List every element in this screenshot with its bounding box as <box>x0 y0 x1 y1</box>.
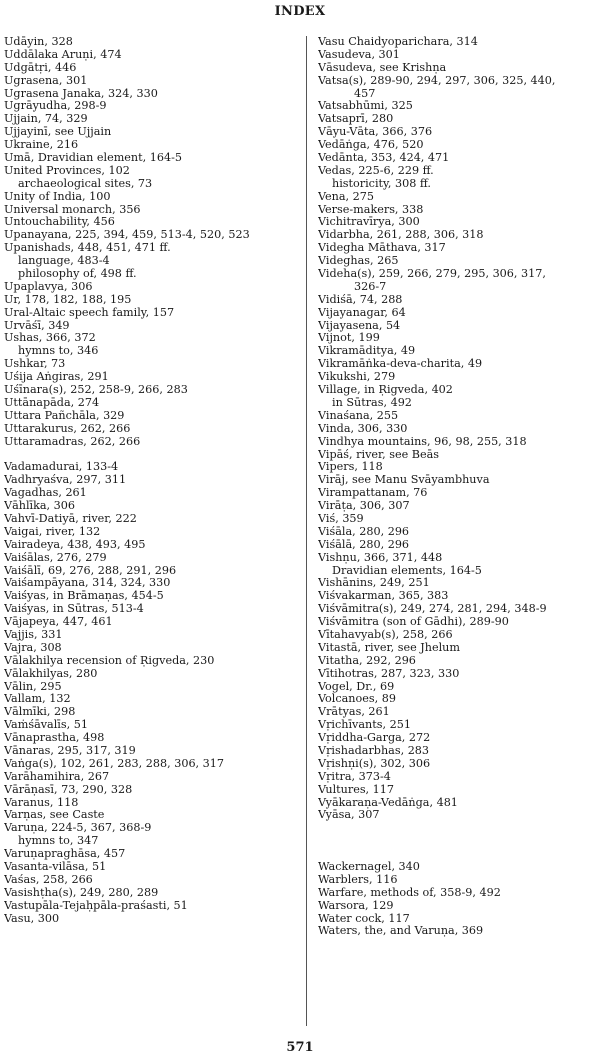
index-entry: Ural-Altaic speech family, 157 <box>4 306 175 319</box>
index-entry: Vikramāṅka-deva-charita, 49 <box>318 358 483 371</box>
index-entry: Vyākaraṇa-Vedāṅga, 481 <box>318 796 458 809</box>
index-entry: Vasudeva, 301 <box>318 48 400 61</box>
index-entry: Virāṭa, 306, 307 <box>318 500 410 513</box>
index-entry: Vijayanagar, 64 <box>318 306 406 319</box>
index-entry: Varuṇa, 224-5, 367, 368-9 <box>4 822 152 835</box>
index-entry: Vārāṇasī, 73, 290, 328 <box>4 783 133 796</box>
index-entry: Vedānta, 353, 424, 471 <box>318 152 450 165</box>
index-entry: Ugrāyudha, 298-9 <box>4 100 107 113</box>
index-subentry: Dravidian elements, 164-5 <box>332 564 482 577</box>
index-entry: Vishānins, 249, 251 <box>318 577 430 590</box>
index-entry: Videghas, 265 <box>318 255 399 268</box>
index-entry: Waters, the, and Varuṇa, 369 <box>318 925 484 938</box>
index-entry: Warblers, 116 <box>318 873 398 886</box>
index-entry: Vālmīki, 298 <box>4 706 76 719</box>
index-entry: Vaigai, river, 132 <box>4 525 101 538</box>
index-entry: United Provinces, 102 <box>4 164 130 177</box>
index-subentry: language, 483-4 <box>18 255 110 268</box>
index-column-left <box>4 36 294 925</box>
index-entry: Vṛiddha-Garga, 272 <box>318 732 431 745</box>
index-entry: Vinda, 306, 330 <box>318 422 408 435</box>
index-entry: Uddālaka Aruṇi, 474 <box>4 48 122 61</box>
index-entry: Vaṁśāvalīs, 51 <box>4 719 88 732</box>
index-entry: Ugrasena, 301 <box>4 74 88 87</box>
index-entry: Vichitravīrya, 300 <box>318 216 420 229</box>
index-entry: Vijayasena, 54 <box>318 319 401 332</box>
index-entry: Vaiśyas, in Brāmaṇas, 454-5 <box>4 590 164 603</box>
index-entry: Vṛichīvants, 251 <box>318 719 411 732</box>
index-entry: Volcanoes, 89 <box>318 693 396 706</box>
index-entry: Vatsaprī, 280 <box>318 113 394 126</box>
index-entry: Viśālā, 280, 296 <box>318 538 410 551</box>
index-entry: Uttara Pañchāla, 329 <box>4 409 125 422</box>
index-entry: Vasu, 300 <box>4 912 60 925</box>
index-entry: Vena, 275 <box>318 190 375 203</box>
index-entry: Vijnot, 199 <box>318 332 380 345</box>
index-entry: Warfare, methods of, 358-9, 492 <box>318 886 501 899</box>
index-entry: Ushkar, 73 <box>4 358 66 371</box>
section-gap <box>4 449 294 462</box>
index-entry: Untouchability, 456 <box>4 216 115 229</box>
index-entry: Verse-makers, 338 <box>318 203 424 216</box>
index-entry: Vaṅga(s), 102, 261, 283, 288, 306, 317 <box>4 757 225 770</box>
index-entry: Vajjis, 331 <box>4 628 63 641</box>
column-divider <box>306 36 307 1026</box>
index-entry: Vāyu-Vāta, 366, 376 <box>318 126 433 139</box>
index-entry: Vitastā, river, see Jhelum <box>318 641 460 654</box>
index-entry: Vaiśyas, in Sūtras, 513-4 <box>4 603 144 616</box>
index-subentry: in Sūtras, 492 <box>332 396 412 409</box>
index-entry: Unity of India, 100 <box>4 190 111 203</box>
index-entry: Vāsudeva, see Krishṇa <box>318 61 447 74</box>
index-entry: Vatsa(s), 289-90, 294, 297, 306, 325, 440, <box>318 74 556 87</box>
index-entry: Vasanta-vilāsa, 51 <box>4 861 107 873</box>
index-entry: Vindhya mountains, 96, 98, 255, 318 <box>318 435 527 448</box>
index-entry: Ujjain, 74, 329 <box>4 113 88 126</box>
index-column-right <box>318 36 600 938</box>
index-entry: Universal monarch, 356 <box>4 203 141 216</box>
index-entry: Udāyin, 328 <box>4 36 73 48</box>
section-gap <box>318 822 600 861</box>
index-entry: Viśvāmitra(s), 249, 274, 281, 294, 348-9 <box>318 603 547 616</box>
index-entry: Vasishṭha(s), 249, 280, 289 <box>4 886 159 899</box>
index-entry: Vastupāla-Tejaḥpāla-praśasti, 51 <box>4 899 188 912</box>
index-entry: Vallam, 132 <box>4 693 71 706</box>
index-entry: Vājapeya, 447, 461 <box>4 616 113 629</box>
index-entry: Uśīnara(s), 252, 258-9, 266, 283 <box>4 384 188 397</box>
index-entry: Vālakhilya recension of Ṛigveda, 230 <box>4 654 215 667</box>
index-entry: Vadamadurai, 133-4 <box>4 461 119 474</box>
index-entry: Uttarakurus, 262, 266 <box>4 422 131 435</box>
index-subentry: hymns to, 347 <box>18 835 99 848</box>
index-entry: Vogel, Dr., 69 <box>318 680 395 693</box>
index-entry: Upaplavya, 306 <box>4 280 93 293</box>
index-entry: Vedāṅga, 476, 520 <box>318 139 424 152</box>
index-entry: Vultures, 117 <box>318 783 395 796</box>
index-entry: Ur, 178, 182, 188, 195 <box>4 293 132 306</box>
index-entry: Varanus, 118 <box>4 796 79 809</box>
index-entry: Urvāśī, 349 <box>4 319 70 332</box>
index-entry: Vṛishṇi(s), 302, 306 <box>318 757 431 770</box>
index-entry: Viśāla, 280, 296 <box>318 525 410 538</box>
index-entry: Vikukshi, 279 <box>318 371 396 384</box>
index-entry: Viś, 359 <box>318 512 364 525</box>
index-continuation: 326-7 <box>354 280 387 293</box>
index-entry: Vikramāditya, 49 <box>318 345 416 358</box>
index-entry: Videha(s), 259, 266, 279, 295, 306, 317, <box>318 268 546 281</box>
index-entry: Water cock, 117 <box>318 912 410 925</box>
index-entry: Vaiśālī, 69, 276, 288, 291, 296 <box>4 564 177 577</box>
index-entry: Vidiśā, 74, 288 <box>318 293 403 306</box>
index-entry: Vaśas, 258, 266 <box>4 873 93 886</box>
index-entry: Uttaramadras, 262, 266 <box>4 435 141 448</box>
index-entry: Vālakhilyas, 280 <box>4 667 98 680</box>
index-entry: Vānaprastha, 498 <box>4 732 105 745</box>
index-entry: Vajra, 308 <box>4 641 62 654</box>
index-entry: Ugrasena Janaka, 324, 330 <box>4 87 158 100</box>
index-entry: Vatsabhūmi, 325 <box>318 100 413 113</box>
index-entry: Varuṇapraghāsa, 457 <box>4 848 126 861</box>
index-entry: Videgha Māthava, 317 <box>318 242 446 255</box>
index-entry: Udgātṛi, 446 <box>4 61 77 74</box>
index-entry: Vedas, 225-6, 229 ff. <box>318 164 434 177</box>
index-entry: Vishṇu, 366, 371, 448 <box>318 551 443 564</box>
index-entry: Ukraine, 216 <box>4 139 79 152</box>
index-entry: Ujjayinī, see Ujjain <box>4 126 112 139</box>
index-entry: Vītihotras, 287, 323, 330 <box>318 667 460 680</box>
index-entry: Vairadeya, 438, 493, 495 <box>4 538 146 551</box>
index-entry: Village, in Ṛigveda, 402 <box>318 384 453 397</box>
index-entry: Vinaśana, 255 <box>318 409 399 422</box>
index-entry: Vṛishadarbhas, 283 <box>318 744 430 757</box>
index-entry: Viśvāmitra (son of Gādhi), 289-90 <box>318 616 509 629</box>
index-entry: Umā, Dravidian element, 164-5 <box>4 152 182 165</box>
index-entry: Vālin, 295 <box>4 680 62 693</box>
index-entry: Vaiśampāyana, 314, 324, 330 <box>4 577 171 590</box>
page-number: 571 <box>286 1040 314 1055</box>
index-entry: Vītahavyab(s), 258, 266 <box>318 628 453 641</box>
index-entry: Uttānapāda, 274 <box>4 396 100 409</box>
index-entry: Upanayana, 225, 394, 459, 513-4, 520, 523 <box>4 229 250 242</box>
index-entry: Vitatha, 292, 296 <box>318 654 416 667</box>
index-entry: Virampattanam, 76 <box>318 487 428 500</box>
index-continuation: 457 <box>354 87 376 100</box>
index-entry: Vipers, 118 <box>318 461 383 474</box>
index-entry: Vadhryaśva, 297, 311 <box>4 474 127 487</box>
index-entry: Vānaras, 295, 317, 319 <box>4 744 136 757</box>
index-subentry: historicity, 308 ff. <box>332 177 431 190</box>
index-entry: Warsora, 129 <box>318 899 394 912</box>
index-entry: Vrātyas, 261 <box>318 706 390 719</box>
index-entry: Uśija Aṅgiras, 291 <box>4 371 109 384</box>
index-entry: Vasu Chaidyoparichara, 314 <box>318 36 478 48</box>
index-entry: Vidarbha, 261, 288, 306, 318 <box>318 229 484 242</box>
index-entry: Vāhlīka, 306 <box>4 500 76 513</box>
index-entry: Ushas, 366, 372 <box>4 332 96 345</box>
index-entry: Upanishads, 448, 451, 471 ff. <box>4 242 171 255</box>
index-entry: Vyāsa, 307 <box>318 809 380 822</box>
index-entry: Vaiśālas, 276, 279 <box>4 551 107 564</box>
index-subentry: philosophy of, 498 ff. <box>18 268 137 281</box>
index-subentry: archaeological sites, 73 <box>18 177 153 190</box>
index-entry: Varāhamihira, 267 <box>4 770 110 783</box>
index-entry: Vahvī-Datiyā, river, 222 <box>4 512 137 525</box>
index-entry: Wackernagel, 340 <box>318 861 420 874</box>
index-entry: Varṇas, see Caste <box>4 809 105 822</box>
page-header: INDEX <box>274 4 326 19</box>
index-entry: Vṛitra, 373-4 <box>318 770 391 783</box>
index-subentry: hymns to, 346 <box>18 345 99 358</box>
index-entry: Virāj, see Manu Svāyambhuva <box>318 474 490 487</box>
index-entry: Vipāś, river, see Beās <box>318 448 440 461</box>
index-entry: Vagadhas, 261 <box>4 487 87 500</box>
index-entry: Viśvakarman, 365, 383 <box>318 590 449 603</box>
